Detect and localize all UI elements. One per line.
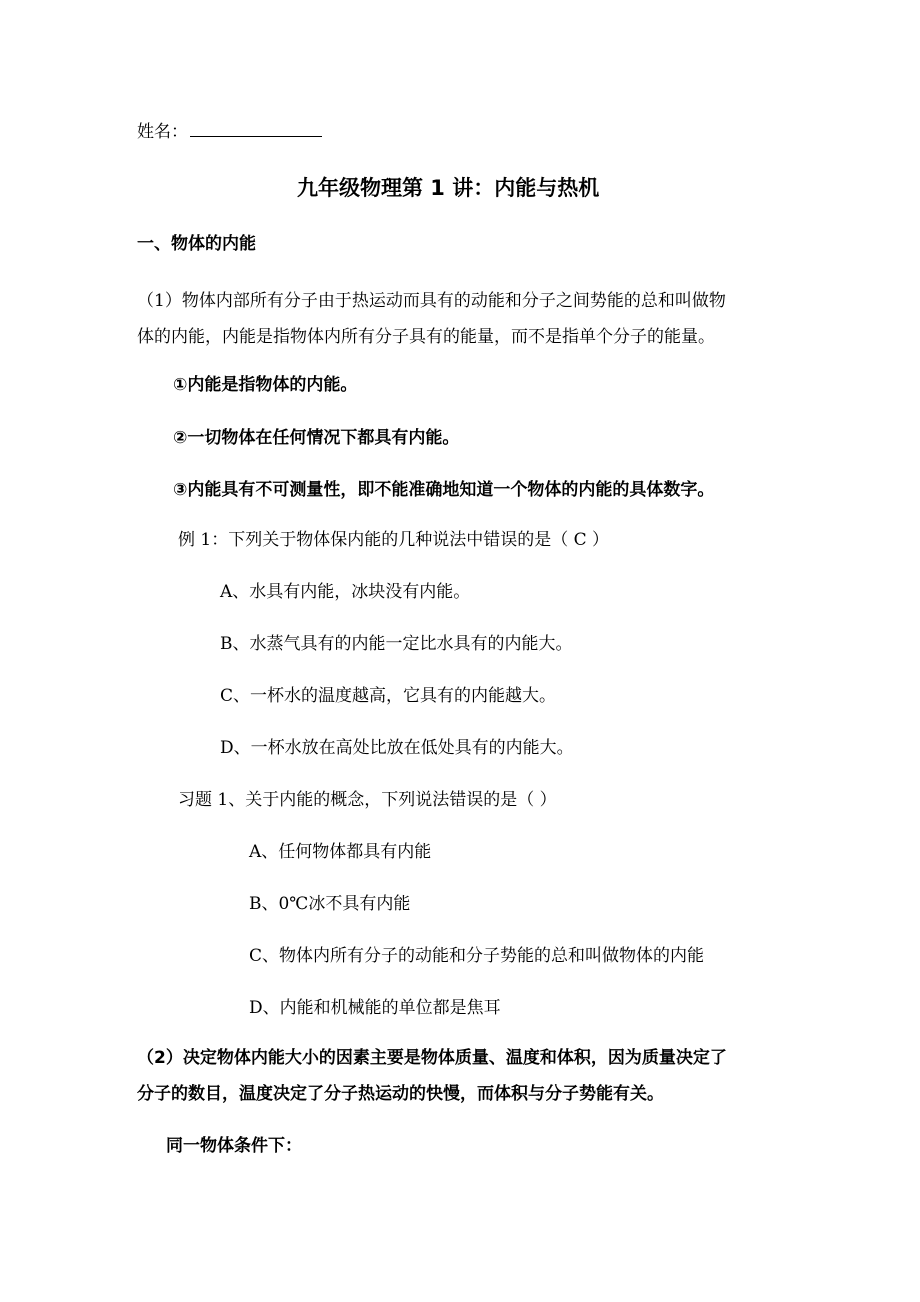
exercise1-question: 习题 1、关于内能的概念，下列说法错误的是（ ）: [178, 790, 557, 810]
condition-heading: 同一物体条件下：: [166, 1136, 302, 1156]
point1-line2: 体的内能，内能是指物体内所有分子具有的能量，而不是指单个分子的能量。: [137, 327, 715, 347]
name-blank-line: [190, 120, 322, 137]
exercise1-option-a: A、任何物体都具有内能: [249, 842, 432, 862]
exercise1-option-d: D、内能和机械能的单位都是焦耳: [249, 998, 501, 1018]
example1-option-d: D、一杯水放在高处比放在低处具有的内能大。: [220, 738, 574, 758]
note-1: ①内能是指物体的内能。: [173, 375, 358, 395]
example1-question: 例 1：下列关于物体保内能的几种说法中错误的是（ C ）: [178, 530, 610, 550]
point2-line2: 分子的数目，温度决定了分子热运动的快慢，而体积与分子势能有关。: [137, 1084, 664, 1104]
example1-option-a: A、水具有内能，冰块没有内能。: [220, 582, 471, 602]
exercise1-option-b: B、0℃冰不具有内能: [249, 894, 411, 914]
point1-line1: （1）物体内部所有分子由于热运动而具有的动能和分子之间势能的总和叫做物: [137, 291, 726, 311]
point2-line1: （2）决定物体内能大小的因素主要是物体质量、温度和体积，因为质量决定了: [137, 1048, 727, 1068]
example1-option-b: B、水蒸气具有的内能一定比水具有的内能大。: [220, 634, 573, 654]
page-title: 九年级物理第 1 讲：内能与热机: [297, 176, 600, 200]
section-heading-internal-energy: 一、物体的内能: [137, 234, 256, 254]
note-3: ③内能具有不可测量性，即不能准确地知道一个物体的内能的具体数字。: [173, 480, 715, 500]
exercise1-option-c: C、物体内所有分子的动能和分子势能的总和叫做物体的内能: [249, 946, 705, 966]
name-label: 姓名：: [137, 122, 188, 142]
note-2: ②一切物体在任何情况下都具有内能。: [173, 428, 460, 448]
example1-option-c: C、一杯水的温度越高，它具有的内能越大。: [220, 686, 557, 706]
name-field: [137, 120, 322, 144]
